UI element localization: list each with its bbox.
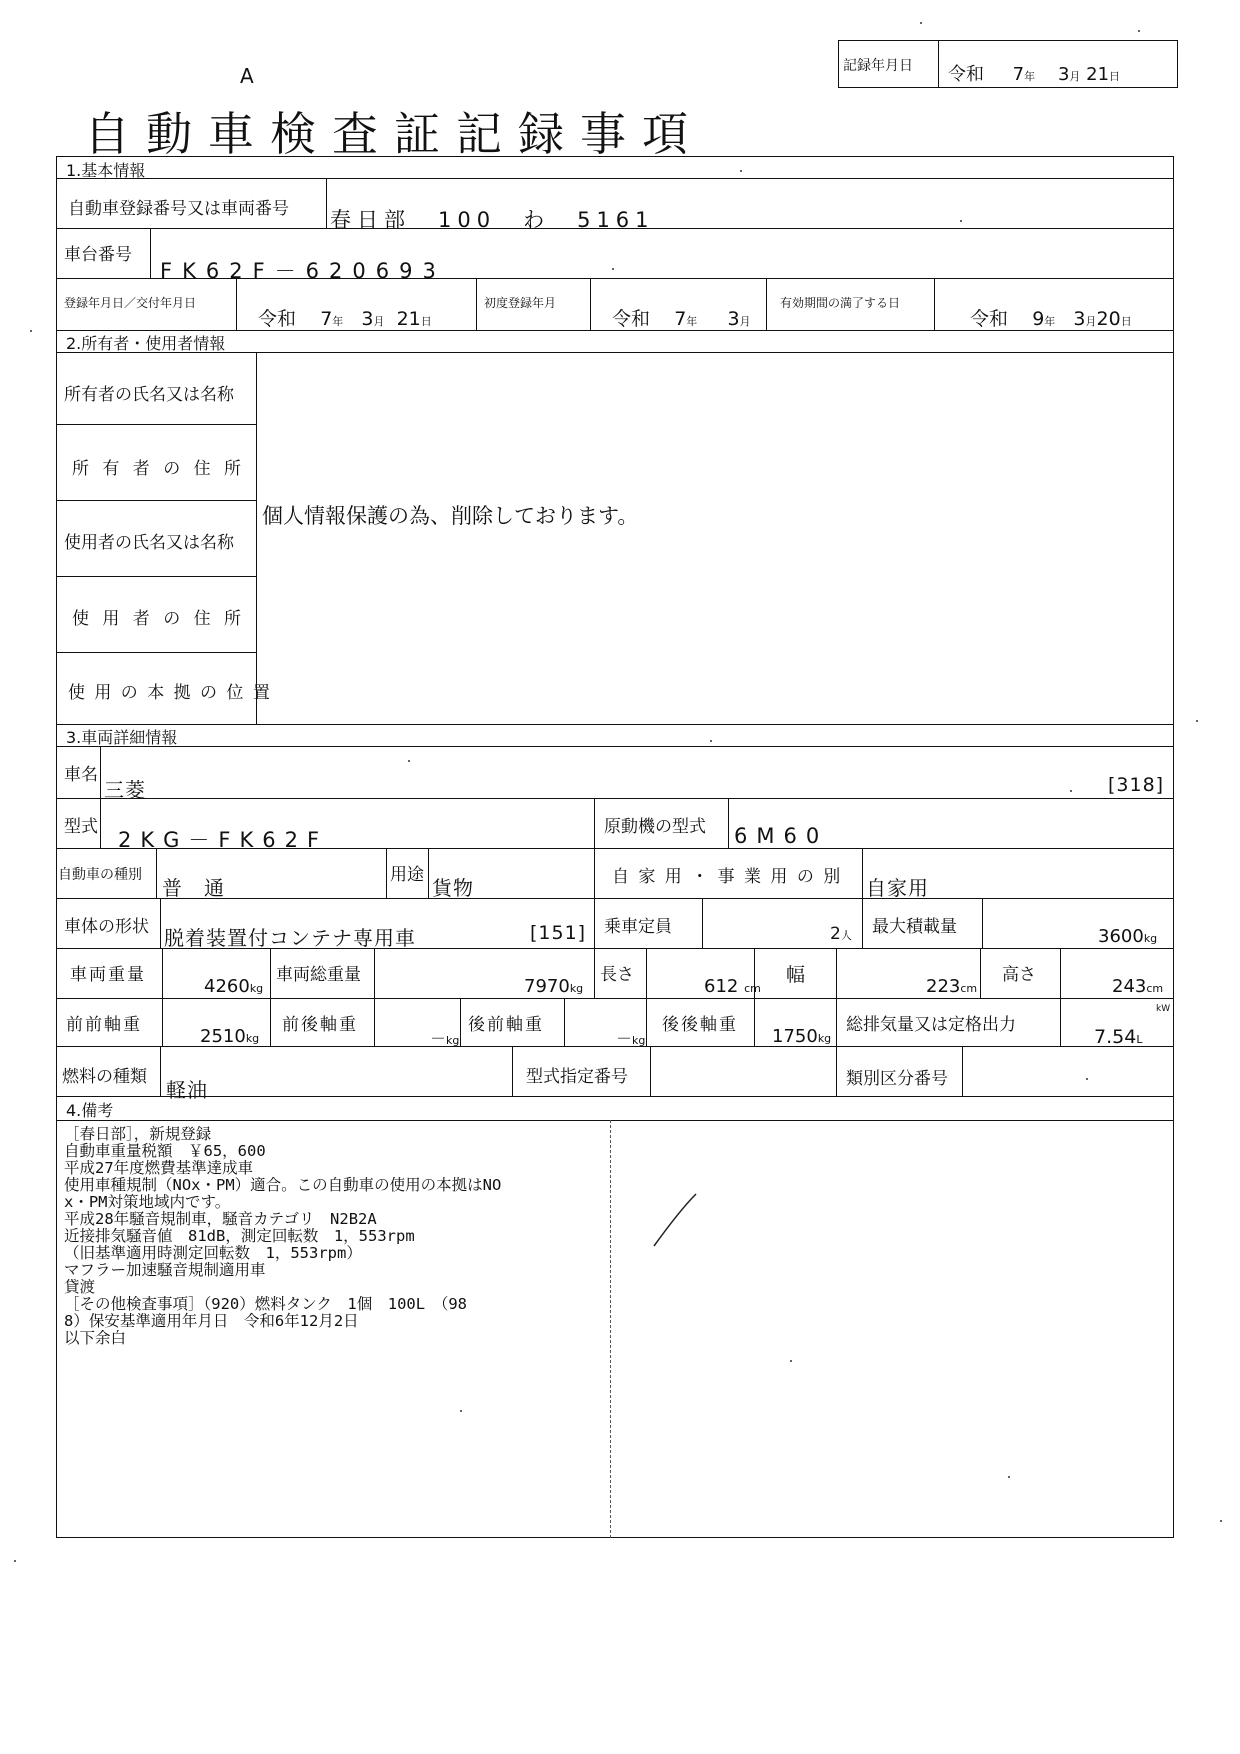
body-shape-value: 脱着装置付コンテナ専用車 (164, 926, 416, 950)
reg-date-label: 登録年月日／交付年月日 (64, 296, 197, 310)
vehicle-kind-value: 普 通 (162, 876, 225, 900)
privacy-note: 個人情報保護の為、削除しております。 (262, 504, 639, 528)
owner-name-label: 所有者の氏名又は名称 (64, 385, 234, 405)
vehicle-weight-value: 4260kg (204, 976, 264, 997)
displacement-label: 総排気量又は定格出力 (846, 1015, 1016, 1035)
scan-speck (1008, 1476, 1010, 1478)
remark-line: 自動車重量税額 ￥65，600 (64, 1142, 266, 1160)
remark-line: x・PM対策地域内です。 (64, 1193, 231, 1211)
engine-model-label: 原動機の型式 (604, 817, 706, 837)
section-vehicle-heading: 3.車両詳細情報 (66, 728, 178, 747)
remark-line: マフラー加速騒音規制適用車 (64, 1261, 266, 1279)
remark-line: 平成28年騒音規制車，騒音カテゴリ N2B2A (64, 1210, 377, 1228)
vehicle-name-value: 三菱 (104, 778, 146, 802)
owner-address-label: 所 有 者 の 住 所 (72, 459, 246, 479)
fuel-type-value: 軽油 (166, 1078, 208, 1102)
remark-line: 近接排気騒音値 81dB，測定回転数 1，553rpm (64, 1227, 415, 1245)
displacement-value: 7.54L (1094, 1026, 1143, 1048)
remark-line: 以下余白 (64, 1329, 127, 1347)
front-rear-axle-label: 前後軸重 (282, 1015, 358, 1035)
user-name-label: 使用者の氏名又は名称 (64, 533, 234, 553)
section-remarks-heading: 4.備考 (66, 1101, 114, 1120)
body-shape-code: [151] (530, 922, 587, 944)
chassis-number-value: FK62F－620693 (160, 259, 446, 283)
remark-line: 使用車種規制（NOx・PM）適合。この自動車の使用の本拠はNO (64, 1176, 502, 1194)
max-load-label: 最大積載量 (872, 917, 957, 937)
scan-speck (408, 760, 410, 762)
page-title: 自動車検査証記録事項 (84, 107, 704, 161)
scan-speck (30, 330, 32, 332)
expiry-label: 有効期間の満了する日 (780, 296, 901, 310)
engine-model-value: 6M60 (734, 824, 829, 848)
max-load-value: 3600kg (1098, 926, 1158, 947)
remark-line: 平成27年度燃費基準達成車 (64, 1159, 254, 1177)
scan-speck (14, 1560, 16, 1562)
vehicle-weight-label: 車両重量 (70, 965, 146, 985)
record-date-value: 令和 7年 3月 21日 (948, 64, 1121, 85)
model-value: 2KG－FK62F (118, 828, 329, 852)
page-mark: A (240, 64, 254, 88)
remark-line: （旧基準適用時測定回転数 1，553rpm） (64, 1244, 362, 1262)
record-date-label: 記録年月日 (843, 58, 913, 74)
scan-speck (460, 1410, 462, 1412)
front-front-axle-label: 前前軸重 (66, 1015, 142, 1035)
capacity-label: 乗車定員 (604, 917, 672, 937)
scan-speck (1086, 1078, 1088, 1080)
user-address-label: 使 用 者 の 住 所 (72, 609, 246, 629)
fuel-type-label: 燃料の種類 (62, 1067, 147, 1087)
remark-line: ［その他検査事項］（920）燃料タンク 1個 100L （98 (64, 1295, 468, 1313)
private-business-label: 自 家 用 ・ 事 業 用 の 別 (612, 867, 843, 887)
length-value: 612 cm (704, 976, 761, 997)
vehicle-kind-label: 自動車の種別 (58, 867, 142, 883)
width-label: 幅 (786, 964, 806, 986)
rear-rear-axle-value: 1750kg (772, 1026, 832, 1047)
reg-number-value: 春日部 100 わ 5161 (330, 208, 655, 232)
section-owner-heading: 2.所有者・使用者情報 (66, 334, 226, 353)
gross-weight-value: 7970kg (524, 976, 584, 997)
capacity-value: 2人 (830, 924, 852, 944)
use-value: 貨物 (432, 876, 474, 900)
vehicle-name-code: [318] (1108, 774, 1165, 796)
remark-line: 貸渡 (64, 1278, 96, 1296)
width-value: 223cm (926, 976, 978, 997)
scan-speck (1220, 1520, 1222, 1522)
rear-front-axle-label: 後前軸重 (468, 1015, 544, 1035)
model-label: 型式 (64, 817, 98, 837)
type-designation-label: 型式指定番号 (526, 1067, 628, 1087)
vehicle-name-label: 車名 (64, 765, 98, 785)
remark-line: 8）保安基準適用年月日 令和6年12月2日 (64, 1312, 359, 1330)
reg-date-value: 令和 7年 3月 21日 (258, 308, 432, 330)
scan-speck (790, 1360, 792, 1362)
scan-speck (960, 220, 962, 222)
base-location-label: 使 用 の 本 拠 の 位 置 (68, 683, 272, 703)
first-reg-label: 初度登録年月 (484, 296, 557, 310)
scan-speck (740, 170, 742, 172)
first-reg-value: 令和 7年 3月 (612, 308, 751, 330)
displacement-unit-kw: kW (1156, 1004, 1171, 1014)
class-number-label: 類別区分番号 (846, 1069, 948, 1089)
scan-speck (1070, 790, 1072, 792)
section-basic-heading: 1.基本情報 (66, 161, 146, 180)
use-label: 用途 (390, 865, 424, 885)
scan-speck (710, 740, 712, 742)
reg-number-label: 自動車登録番号又は車両番号 (68, 199, 289, 219)
height-label: 高さ (1002, 965, 1036, 985)
private-business-value: 自家用 (866, 876, 929, 900)
scan-speck (1196, 720, 1198, 722)
rear-front-axle-value: －kg (616, 1029, 646, 1048)
rear-rear-axle-label: 後後軸重 (662, 1015, 738, 1035)
pen-stroke-mark (650, 1190, 700, 1250)
front-front-axle-value: 2510kg (200, 1026, 260, 1047)
chassis-number-label: 車台番号 (64, 245, 132, 265)
scan-speck (920, 22, 922, 24)
scan-speck (612, 268, 614, 270)
scan-speck (1138, 30, 1140, 32)
height-value: 243cm (1112, 976, 1164, 997)
gross-weight-label: 車両総重量 (276, 965, 361, 985)
length-label: 長さ (600, 965, 634, 985)
expiry-value: 令和 9年 3月20日 (970, 308, 1132, 330)
body-shape-label: 車体の形状 (64, 917, 149, 937)
front-rear-axle-value: －kg (430, 1029, 460, 1048)
remark-line: ［春日部］，新規登録 (64, 1125, 212, 1143)
